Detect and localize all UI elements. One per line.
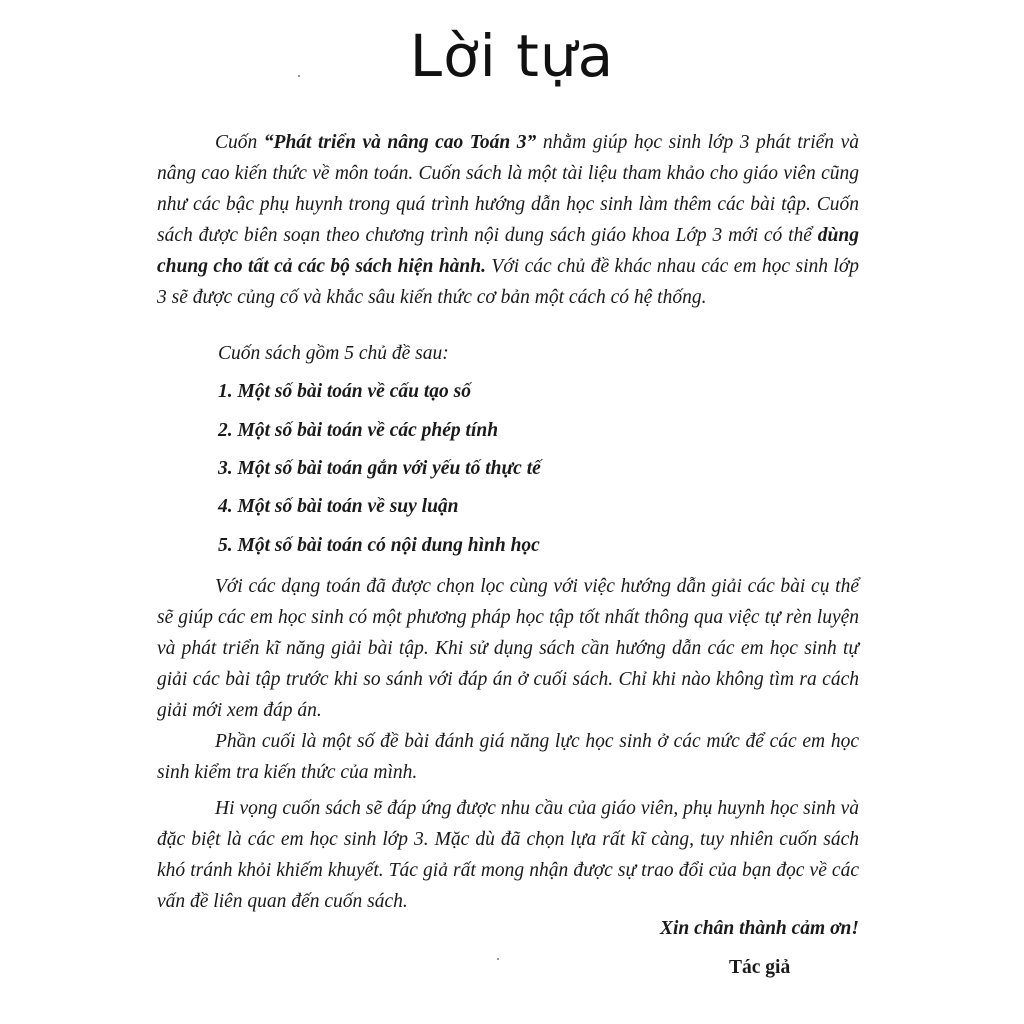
topic-item-2: 2. Một số bài toán về các phép tính	[218, 420, 499, 441]
topic-item-5: 5. Một số bài toán có nội dung hình học	[218, 535, 540, 556]
intro-paragraph	[157, 127, 859, 313]
author-signature: Tác giả	[729, 957, 791, 978]
topic-item-3: 3. Một số bài toán gắn với yếu tố thực tế	[218, 458, 541, 479]
intro-middle: nhằm giúp học sinh lớp 3 phát triển và nâng cao kiến thức về môn toán. Cuốn sách là một tài liệu tham khảo cho giáo viên cũng như các bậc phụ huynh trong quá trình hướng dẫn học sinh làm thêm các bài tập. Cuốn sách được biên soạn theo chương trình nội dung sách giáo khoa Lớp 3 mới có thể	[157, 132, 859, 246]
assessment-paragraph: Phần cuối là một số đề bài đánh giá năng lực học sinh ở các mức để các em học sinh kiểm tra kiến thức của mình.	[157, 731, 859, 783]
closing-paragraph: Hi vọng cuốn sách sẽ đáp ứng được nhu cầu của giáo viên, phụ huynh học sinh và đặc biệt là các em học sinh lớp 3. Mặc dù đã chọn lựa rất kĩ càng, tuy nhiên cuốn sách khó tránh khỏi khiếm khuyết. Tác giả rất mong nhận được sự trao đổi của bạn đọc về các vấn đề liên quan đến cuốn sách.	[157, 798, 859, 912]
thanks-line: Xin chân thành cảm ơn!	[659, 918, 859, 939]
intro-tail: Với các chủ đề khác nhau các em học sinh lớp 3 sẽ được củng cố và khắc sâu kiến thức cơ bản một cách có hệ thống.	[157, 256, 859, 308]
topics-intro: Cuốn sách gồm 5 chủ đề sau:	[218, 343, 449, 364]
page-title: Lời tựa	[409, 22, 615, 90]
method-paragraph: Với các dạng toán đã được chọn lọc cùng với việc hướng dẫn giải các bài cụ thể sẽ giúp các em học sinh có một phương pháp học tập tốt nhất thông qua việc tự rèn luyện và phát triển kĩ năng giải bài tập. Khi sử dụng sách cần hướng dẫn các em học sinh tự giải các bài tập trước khi so sánh với đáp án ở cuối sách. Chỉ khi nào không tìm ra cách giải mới xem đáp án.	[157, 576, 859, 721]
scan-speck	[298, 75, 300, 77]
scan-speck	[497, 958, 499, 960]
intro-emphasis: dùng chung cho tất cả các bộ sách hiện hành.	[157, 225, 859, 277]
topic-item-1: 1. Một số bài toán về cấu tạo số	[218, 381, 471, 402]
book-title: “Phát triển và nâng cao Toán 3”	[263, 132, 537, 153]
topic-item-4: 4. Một số bài toán về suy luận	[218, 496, 459, 517]
intro-lead: Cuốn	[215, 132, 264, 153]
